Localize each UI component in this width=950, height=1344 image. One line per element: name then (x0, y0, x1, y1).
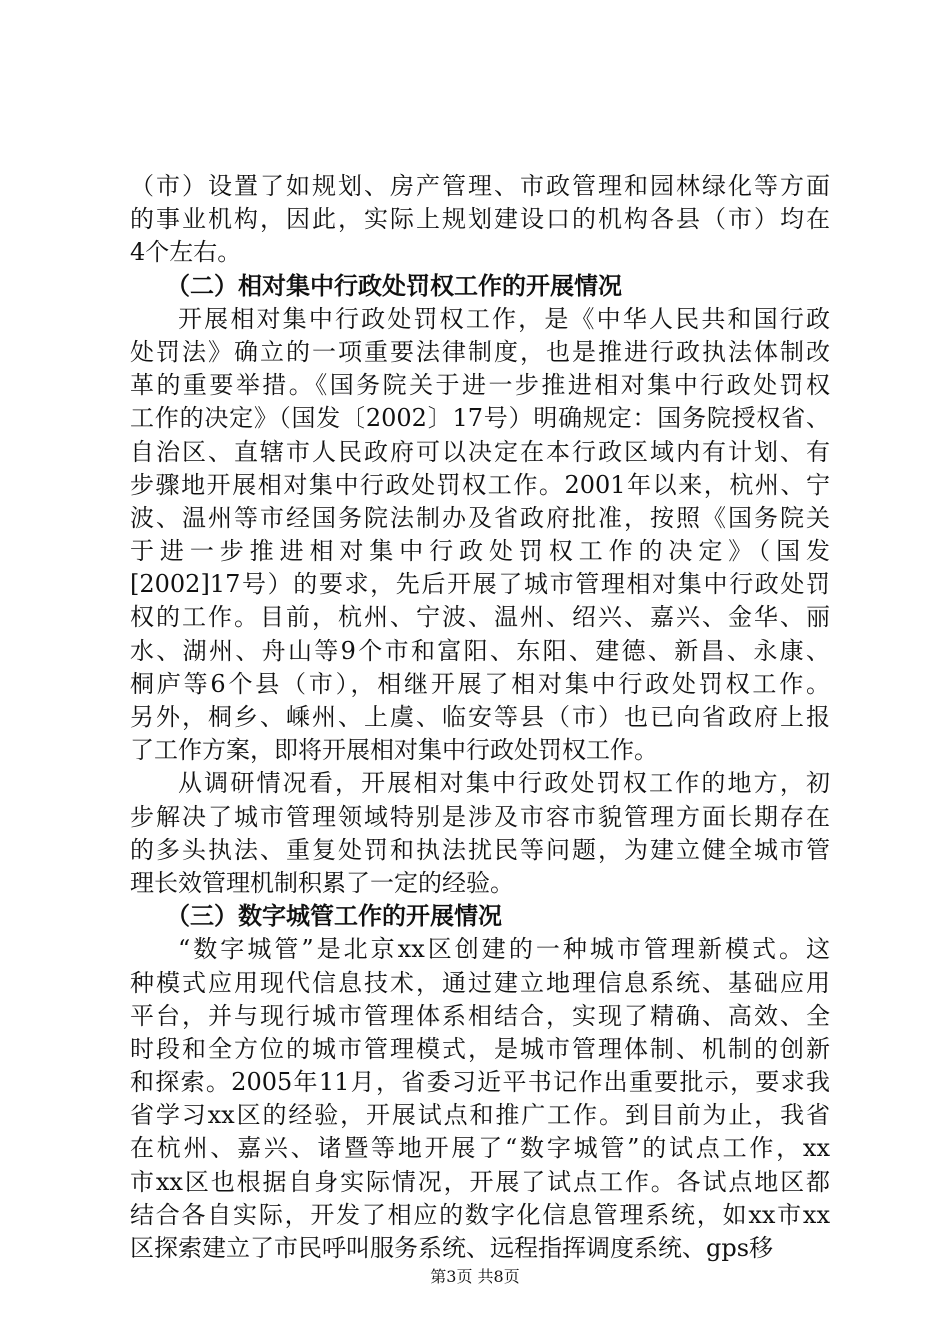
text-line: 平台，并与现行城市管理体系相结合，实现了精确、高效、全 (130, 1001, 830, 1030)
paragraph (130, 767, 830, 900)
text-line: 4个左右。 (130, 238, 242, 267)
text-line: 开展相对集中行政处罚权工作，是《中华人民共和国行政 (178, 304, 830, 333)
text-line: 的多头执法、重复处罚和执法扰民等问题，为建立健全城市管 (130, 835, 830, 864)
text-line: 革的重要举措。《国务院关于进一步推进相对集中行政处罚权 (130, 371, 830, 400)
document-body (130, 170, 830, 1265)
text-line: 市xx区也根据自身实际情况，开展了试点工作。各试点地区都 (130, 1167, 830, 1196)
page-footer: 第3页 共8页 (430, 1267, 520, 1286)
text-line: 权的工作。目前，杭州、宁波、温州、绍兴、嘉兴、金华、丽 (130, 603, 830, 632)
text-line: 理长效管理机制积累了一定的经验。 (130, 868, 514, 897)
text-line: 步骤地开展相对集中行政处罚权工作。2001年以来，杭州、宁 (130, 470, 830, 499)
text-line: 处罚法》确立的一项重要法律制度，也是推进行政执法体制改 (130, 337, 830, 366)
text-line: 桐庐等6个县（市），相继开展了相对集中行政处罚权工作。 (130, 669, 830, 698)
text-line: [2002]17号）的要求，先后开展了城市管理相对集中行政处罚 (130, 570, 830, 599)
text-line: 的事业机构，因此，实际上规划建设口的机构各县（市）均在 (130, 205, 830, 234)
text-line: 了工作方案，即将开展相对集中行政处罚权工作。 (130, 736, 658, 765)
text-line: 时段和全方位的城市管理模式，是城市管理体制、机制的创新 (130, 1034, 830, 1063)
text-line: 工作的决定》（国发〔2002〕17号）明确规定：国务院授权省、 (130, 404, 830, 433)
paragraph (130, 933, 830, 1265)
text-line: 和探索。2005年11月，省委习近平书记作出重要批示，要求我 (130, 1068, 830, 1097)
section-heading: （二）相对集中行政处罚权工作的开展情况 (166, 271, 622, 300)
text-line: 波、温州等市经国务院法制办及省政府批准，按照《国务院关 (130, 503, 830, 532)
text-line: 结合各自实际，开发了相应的数字化信息管理系统，如xx市xx (130, 1200, 830, 1229)
text-line: 另外，桐乡、嵊州、上虞、临安等县（市）也已向省政府上报 (130, 703, 830, 731)
text-line: 省学习xx区的经验，开展试点和推广工作。到目前为止，我省 (130, 1101, 830, 1130)
paragraph (130, 303, 830, 768)
text-line: 自治区、直辖市人民政府可以决定在本行政区域内有计划、有 (130, 437, 830, 466)
text-line: 区探索建立了市民呼叫服务系统、远程指挥调度系统、gps移 (130, 1234, 774, 1262)
text-line: （市）设置了如规划、房产管理、市政管理和园林绿化等方面 (130, 172, 830, 200)
text-line: 从调研情况看，开展相对集中行政处罚权工作的地方，初 (178, 769, 830, 798)
paragraph (130, 170, 830, 270)
text-line: 种模式应用现代信息技术，通过建立地理信息系统、基础应用 (130, 968, 830, 997)
text-line: “数字城管”是北京xx区创建的一种城市管理新模式。这 (178, 935, 830, 964)
section-heading: （三）数字城管工作的开展情况 (166, 902, 502, 931)
text-line: 在杭州、嘉兴、诸暨等地开展了“数字城管”的试点工作，xx (130, 1134, 830, 1163)
text-line: 于进一步推进相对集中行政处罚权工作的决定》（国发 (130, 537, 830, 566)
text-line: 水、湖州、舟山等9个市和富阳、东阳、建德、新昌、永康、 (130, 636, 830, 665)
text-line: 步解决了城市管理领域特别是涉及市容市貌管理方面长期存在 (130, 802, 830, 831)
